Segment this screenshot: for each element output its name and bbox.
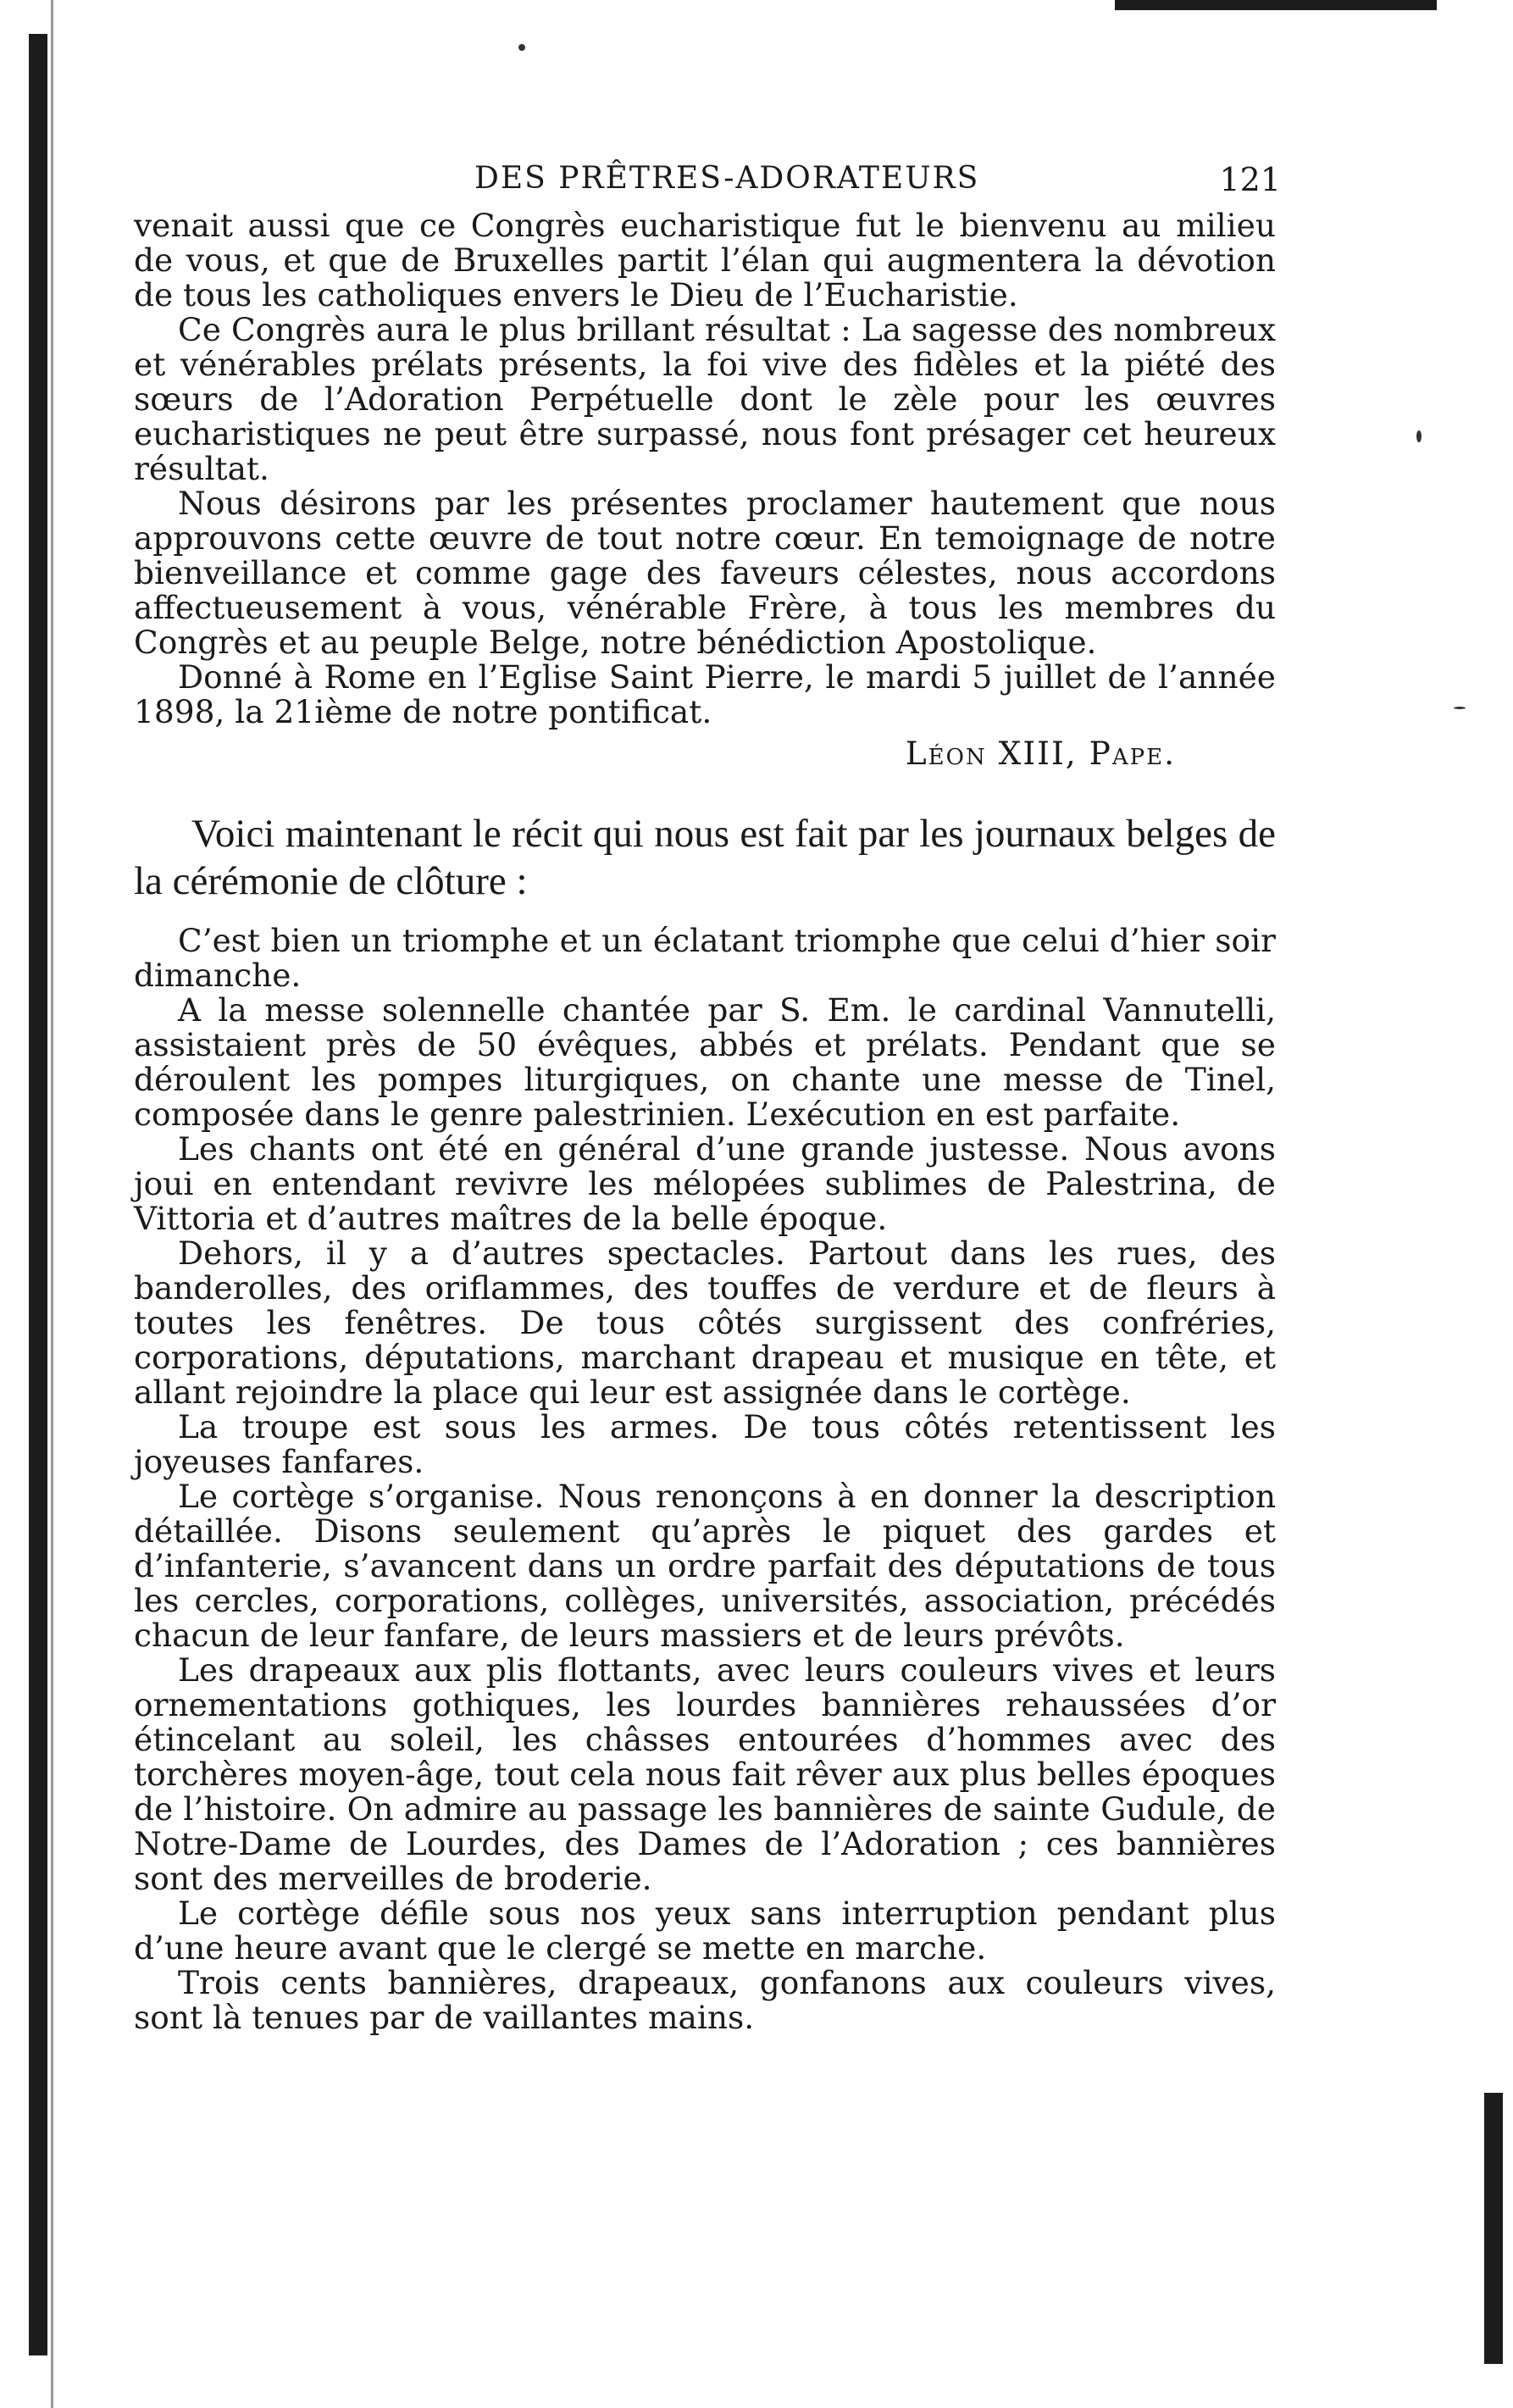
page-number: 121	[1219, 161, 1281, 198]
running-header	[134, 161, 1281, 208]
book-page	[134, 161, 1281, 2036]
letter-paragraph: Nous désirons par les présentes proclamer hautement que nous approuvons cette œuvre de tout notre cœur. En temoignage de notre bienveillance et comme gage des faveurs célestes, nous accordons affectueusement à vous, vénérable Frère, à tous les membres du Congrès et au peuple Belge, notre bénédiction Apostolique.	[134, 485, 1276, 661]
scan-speck	[1416, 430, 1422, 442]
scan-border-left	[29, 34, 47, 2355]
news-paragraph: A la messe solennelle chantée par S. Em. le cardinal Vannutelli, assistaient près de 50 évêques, abbés et prélats. Pendant que se déroulent les pompes liturgiques, on chante une messe de Tinel, composée dans le genre palestrinien. L’exécution en est parfaite.	[134, 991, 1276, 1133]
papal-letter	[134, 208, 1276, 771]
news-paragraph: Le cortège s’organise. Nous renonçons à en donner la description détaillée. Disons seulement qu’après le piquet des gardes et d’infanterie, s’avancent dans un ordre parfait des députations de tous les cercles, corporations, collèges, universités, association, précédés chacun de leur fanfare, de leurs massiers et de leurs prévôts.	[134, 1478, 1276, 1654]
signature: Léon XIII, Pape.	[905, 735, 1176, 772]
news-paragraph: C’est bien un triomphe et un éclatant triomphe que celui d’hier soir dimanche.	[134, 922, 1276, 994]
scan-border-right	[1484, 2093, 1503, 2364]
news-paragraph: La troupe est sous les armes. De tous côtés retentissent les joyeuses fanfares.	[134, 1408, 1276, 1480]
letter-paragraph: venait aussi que ce Congrès eucharistique fut le bienvenu au milieu de vous, et que de Bruxelles partit l’élan qui augmentera la dévotion de tous les catholiques envers le Dieu de l’Eucharistie.	[134, 207, 1276, 313]
letter-paragraph: Donné à Rome en l’Eglise Saint Pierre, le mardi 5 juillet de l’année 1898, la 21ième de notre pontificat.	[134, 658, 1276, 730]
scan-border-line	[51, 0, 53, 2408]
scan-border-top	[1115, 0, 1437, 10]
news-paragraph: Les drapeaux aux plis flottants, avec leurs couleurs vives et leurs ornementations gothiques, les lourdes bannières rehaussées d’or étincelant au soleil, les châsses entourées d’hommes avec des torchères moyen-âge, tout cela nous fait rêver aux plus belles époques de l’histoire. On admire au passage les bannières de sainte Gudule, de Notre-Dame de Lourdes, des Dames de l’Adoration ; ces bannières sont des merveilles de broderie.	[134, 1651, 1276, 1897]
running-title: DES PRÊTRES-ADORATEURS	[474, 161, 980, 196]
scan-speck	[518, 44, 525, 51]
letter-paragraph: Ce Congrès aura le plus brillant résultat : La sagesse des nombreux et vénérables prélats présents, la foi vive des fidèles et la piété des sœurs de l’Adoration Perpétuelle dont le zèle pour les œuvres eucharistiques ne peut être surpassé, nous font présager cet heureux résultat.	[134, 311, 1276, 487]
news-paragraph: Trois cents bannières, drapeaux, gonfanons aux couleurs vives, sont là tenues par de vaillantes mains.	[134, 1964, 1276, 2036]
news-paragraph: Les chants ont été en général d’une grande justesse. Nous avons joui en entendant revivre les mélopées sublimes de Palestrina, de Vittoria et d’autres maîtres de la belle époque.	[134, 1130, 1276, 1237]
newspaper-account	[134, 924, 1276, 2035]
news-paragraph: Dehors, il y a d’autres spectacles. Partout dans les rues, des banderolles, des oriflammes, des touffes de verdure et de fleurs à toutes les fenêtres. De tous côtés surgissent des confréries, corporations, députations, marchant drapeau et musique en tête, et allant rejoindre la place qui leur est assignée dans le cortège.	[134, 1235, 1276, 1411]
scan-speck	[1454, 707, 1466, 709]
news-paragraph: Le cortège défile sous nos yeux sans interruption pendant plus d’une heure avant que le clergé se mette en marche.	[134, 1895, 1276, 1967]
intro-paragraph: Voici maintenant le récit qui nous est fait par les journaux belges de la cérémonie de clôture :	[134, 812, 1276, 903]
